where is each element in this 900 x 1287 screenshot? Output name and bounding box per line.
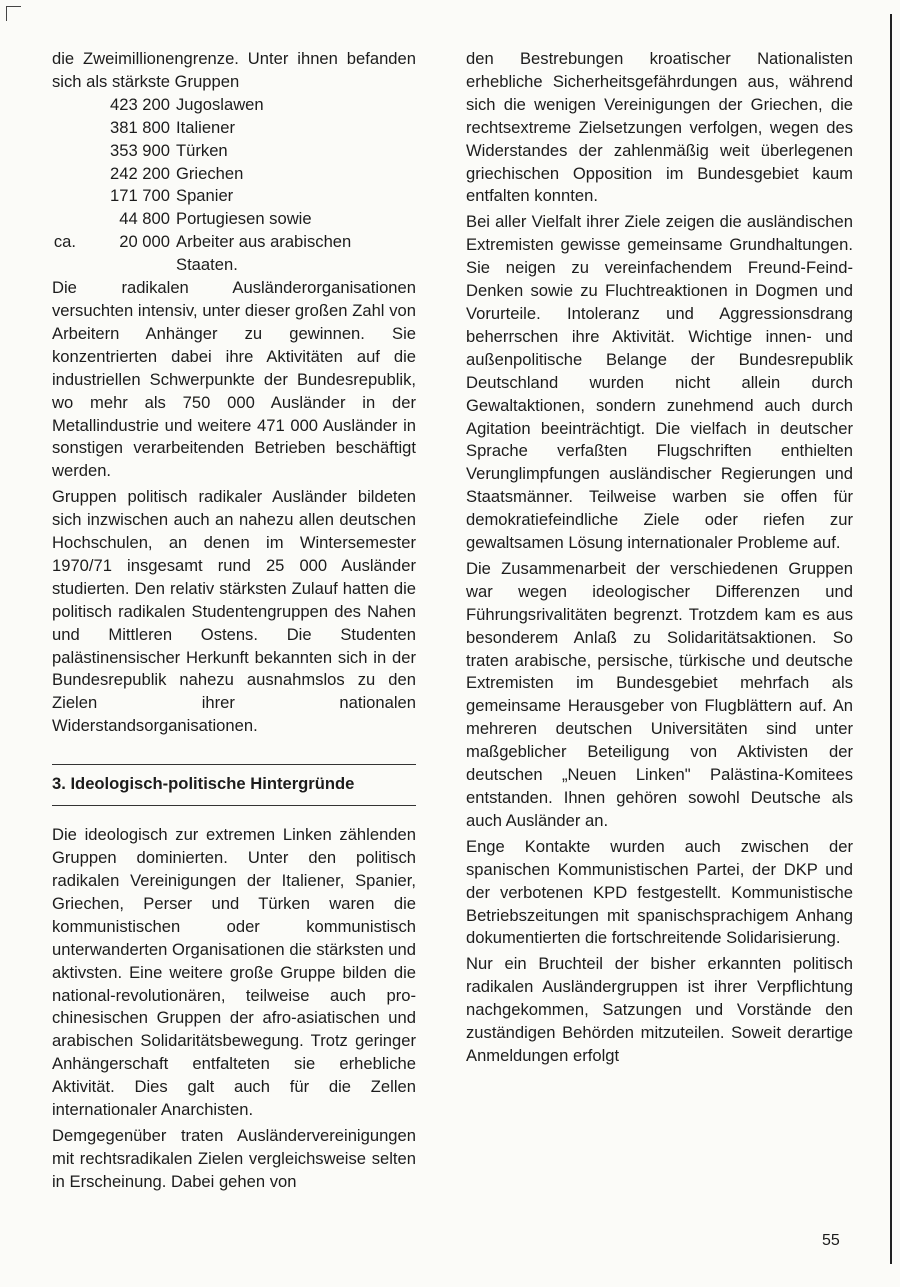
- stat-count: 20 000: [119, 232, 170, 252]
- stat-label: Portugiesen sowie: [176, 209, 312, 229]
- stat-count: 381 800: [110, 117, 170, 137]
- stat-prefix: [52, 208, 76, 231]
- stat-count: 353 900: [110, 140, 170, 160]
- stat-label: Italiener: [176, 117, 236, 137]
- stat-label: Griechen: [176, 163, 244, 183]
- stat-prefix: [52, 94, 76, 117]
- scan-corner-mark: [6, 6, 21, 21]
- statistics-row: [52, 208, 416, 231]
- stat-prefix: ca.: [53, 232, 76, 252]
- statistics-list: [52, 94, 416, 277]
- stat-count: 171 700: [110, 186, 170, 206]
- stat-label: Spanier: [176, 186, 234, 206]
- stat-label: Jugoslawen: [176, 94, 264, 114]
- statistics-row: [52, 117, 416, 140]
- section-heading: 3. Ideologisch-politische Hintergründe: [52, 774, 355, 794]
- body-paragraph: Enge Kontakte wurden auch zwischen der spanischen Kommunistischen Partei, der DKP und der verbotenen KPD festgestellt. Kommunistische Betriebszeitungen mit spanischsprachigem Anhang dokumentierten die fortschreitende Solidarisierung.: [466, 836, 853, 948]
- body-paragraph: Gruppen politisch radikaler Ausländer bildeten sich inzwischen auch an nahezu allen deutschen Hochschulen, an denen im Wintersemester 1970/71 insgesamt rund 25 000 Ausländer studierten. Den relativ stärksten Zulauf hatten die politisch radikalen Studentengruppen des Nahen und Mittleren Ostens. Die Studenten palästinensischer Herkunft bekannten sich in der Bundesrepublik nahezu ausnahmslos zu den Zielen ihrer nationalen Widerstandsorganisationen.: [52, 487, 416, 736]
- body-paragraph: Bei aller Vielfalt ihrer Ziele zeigen die ausländischen Extremisten gewisse gemeinsame Grundhaltungen. Sie neigen zu vereinfachendem Freund-Feind-Denken sowie zu Fluchtreaktionen in Dogmen und Vorurteile. Intoleranz und Aggressionsdrang beherrschen ihre Aktivität. Wichtige innen- und außenpolitische Belange der Bundesrepublik Deutschland wurden nicht allein durch Gewaltaktionen, sondern zunehmend auch durch Agitation beeinträchtigt. Die vielfach in deutscher Sprache verfaßten Flugschriften enthielten Verunglimpfungen ausländischer Regierungen und Staatsmänner. Teilweise warben sie offen für demokratiefeindliche Ziele oder riefen zur gewaltsamen Lösung internationaler Probleme auf.: [466, 212, 853, 553]
- body-paragraph: Die ideologisch zur extremen Linken zählenden Gruppen dominierten. Unter den politisch radikalen Vereinigungen der Italiener, Spanier, Griechen, Perser und Türken waren die kommunistischen oder kommunistisch unterwanderten Organisationen die stärksten und aktivsten. Eine weitere große Gruppe bilden die national-revolutionären, teilweise auch pro-chinesischen Gruppen der afro-asiatischen und arabischen Solidaritätsbewegung. Trotz geringer Anhängerschaft entfalteten sie erhebliche Aktivität. Dies galt auch für die Zellen internationaler Anarchisten.: [52, 825, 416, 1120]
- left-column: [52, 48, 416, 1194]
- stat-count: 423 200: [110, 94, 170, 114]
- statistics-row: [52, 185, 416, 208]
- intro-paragraph: die Zweimillionengrenze. Unter ihnen befanden sich als stärkste Gruppen: [52, 49, 416, 91]
- heading-rule-bottom: [52, 805, 416, 806]
- stat-count: 44 800: [119, 209, 170, 229]
- body-paragraph: Demgegenüber traten Ausländervereinigungen mit rechtsradikalen Zielen vergleichsweise selten in Erscheinung. Dabei gehen von: [52, 1125, 416, 1191]
- stat-prefix: [52, 140, 76, 163]
- right-column: [466, 48, 853, 1068]
- stat-prefix: [52, 117, 76, 140]
- stat-prefix: [52, 185, 76, 208]
- stat-label: Türken: [176, 140, 228, 160]
- body-paragraph: den Bestrebungen kroatischer Nationalisten erhebliche Sicherheitsgefährdungen aus, während sich die wenigen Vereinigungen der Griechen, die rechtsextreme Zielsetzungen verfolgen, wegen des Widerstandes der zahlenmäßig weit überlegenen griechischen Opposition im Bundesgebiet kaum entfalten konnten.: [466, 49, 853, 206]
- body-paragraph: Nur ein Bruchteil der bisher erkannten politisch radikalen Ausländergruppen ist ihrer Verpflichtung nachgekommen, Satzungen und Vorstände den zuständigen Behörden mitzuteilen. Soweit derartige Anmeldungen erfolgt: [466, 954, 853, 1065]
- section-heading-block: [52, 764, 416, 806]
- scan-page-edge: [890, 14, 892, 1264]
- statistics-row: [52, 140, 416, 163]
- body-paragraph: Die Zusammenarbeit der verschiedenen Gruppen war wegen ideologischer Differenzen und Führungsrivalitäten begrenzt. Trotzdem kam es aus besonderem Anlaß zu Solidaritätsaktionen. So traten arabische, persische, türkische und deutsche Extremisten im Bundesgebiet mehrfach als gemeinsame Herausgeber von Flugblättern auf. An mehreren deutschen Universitäten sind unter maßgeblicher Beteiligung von Aktivisten der deutschen „Neuen Linken" Palästina-Komitees entstanden. Ihnen gehören sowohl Deutsche als auch Ausländer an.: [466, 558, 853, 830]
- statistics-row: [52, 163, 416, 186]
- statistics-row: [52, 94, 416, 117]
- statistics-row: [52, 231, 416, 277]
- stat-label: Arbeiter aus arabischen Staaten.: [176, 232, 352, 275]
- body-paragraph: Die radikalen Ausländerorganisationen versuchten intensiv, unter dieser großen Zahl von Arbeitern Anhänger zu gewinnen. Sie konzentrierten dabei ihre Aktivitäten auf die industriellen Schwerpunkte der Bundesrepublik, wo mehr als 750 000 Ausländer in der Metallindustrie und weitere 471 000 Ausländer in sonstigen verarbeitenden Betrieben beschäftigt werden.: [52, 278, 416, 481]
- page-number: 55: [822, 1232, 840, 1249]
- stat-prefix: [52, 163, 76, 186]
- stat-count: 242 200: [110, 163, 170, 183]
